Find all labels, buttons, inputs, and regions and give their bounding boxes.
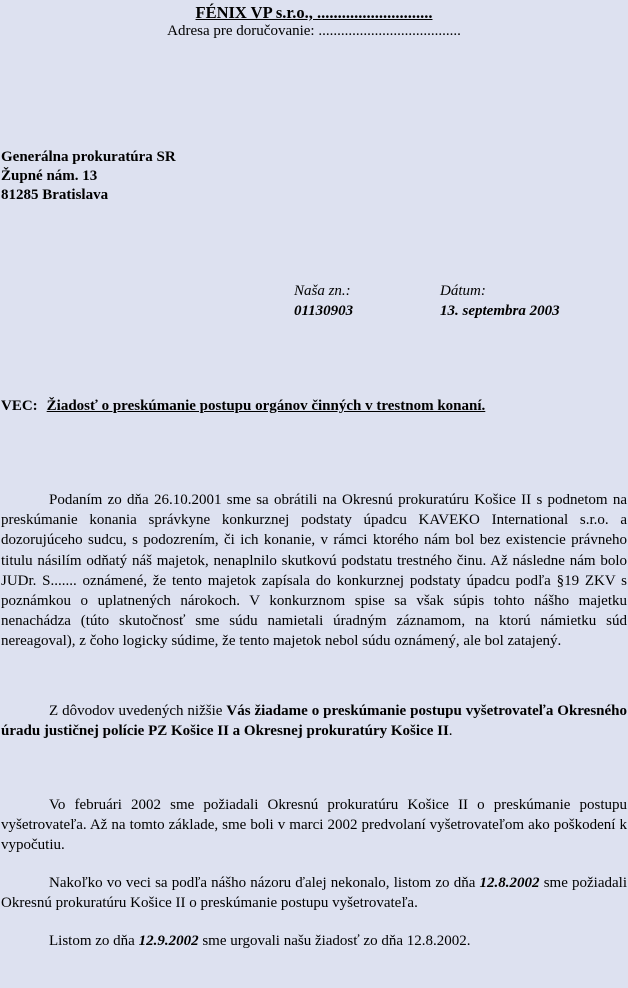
paragraph-2-end: . — [448, 723, 453, 740]
paragraph-5-end: sme urgovali našu žiadosť zo dňa 12.8.2002. — [198, 933, 471, 949]
subject-text: Žiadosť o preskúmanie postupu orgánov činných v trestnom konaní. — [46, 398, 486, 414]
paragraph-5-lead: Listom zo dňa — [49, 933, 139, 949]
recipient-block — [1, 148, 176, 205]
recipient-city: 81285 Bratislava — [1, 187, 109, 203]
date-value: 13. septembra 2003 — [440, 303, 560, 319]
our-reference-value: 01130903 — [294, 303, 354, 319]
paragraph-1: Podaním zo dňa 26.10.2001 sme sa obrátili na Okresnú prokuratúru Košice II s podnetom na preskúmanie konania správkyne konkurznej podstaty úpadcu KAVEKO International s.r.o. a dozorujúceho sudcu, s podozrením, či ich konanie, v rámci ktorého nám bol bez existencie právneho titulu násilím odňatý náš majetok, nenaplnilo skutkovú podstatu trestného činu. Až následne nám bolo JUDr. S....... oznámené, že tento majetok zapísala do konkurznej podstaty úpadcu podľa §19 ZKV s poznámkou o uplatnených nárokoch. V konkurznom spise sa však súpis tohto nášho majetku nenachádza (túto skutočnosť sme súdu namietali úradným záznamom, na ktorú námietku súd nereagoval), z čoho logicky súdime, že tento majetok nebol súdu oznámený, ale bol zatajený. — [1, 492, 627, 650]
paragraph-2 — [1, 701, 627, 741]
paragraph-3: Vo februári 2002 sme požiadali Okresnú prokuratúru Košice II o preskúmanie postupu vyšetrovateľa. Až na tomto základe, sme boli v marci 2002 predvolaní vyšetrovateľom ako poškodení k vypočutiu. — [1, 797, 627, 854]
company-heading: FÉNIX VP s.r.o., ............................ — [195, 3, 433, 22]
subject-label: VEC: — [1, 398, 38, 414]
paragraph-4-end: sme požiadali Okresnú prokuratúru Košice II o preskúmanie postupu vyšetrovateľa. — [1, 875, 628, 912]
recipient-street: Župné nám. 13 — [1, 168, 98, 184]
delivery-address: Adresa pre doručovanie: ...................................... — [167, 23, 461, 39]
our-reference-label: Naša zn.: — [294, 283, 351, 299]
paragraph-5-date: 12.9.2002 — [138, 933, 199, 949]
subject-line — [1, 396, 485, 416]
paragraph-4-lead: Nakoľko vo veci sa podľa nášho názoru ďalej nekonalo, listom zo dňa — [49, 875, 480, 891]
paragraph-2-lead: Z dôvodov uvedených nižšie — [49, 703, 227, 719]
recipient-name: Generálna prokuratúra SR — [1, 149, 176, 165]
paragraph-4 — [1, 873, 627, 913]
date-label: Dátum: — [440, 283, 486, 299]
paragraph-2-request: Vás žiadame o preskúmanie postupu vyšetrovateľa Okresného úradu justičnej polície PZ Košice II a Okresnej prokuratúry Košice II — [1, 703, 628, 740]
paragraph-4-date: 12.8.2002 — [479, 875, 540, 891]
paragraph-5 — [1, 931, 627, 951]
